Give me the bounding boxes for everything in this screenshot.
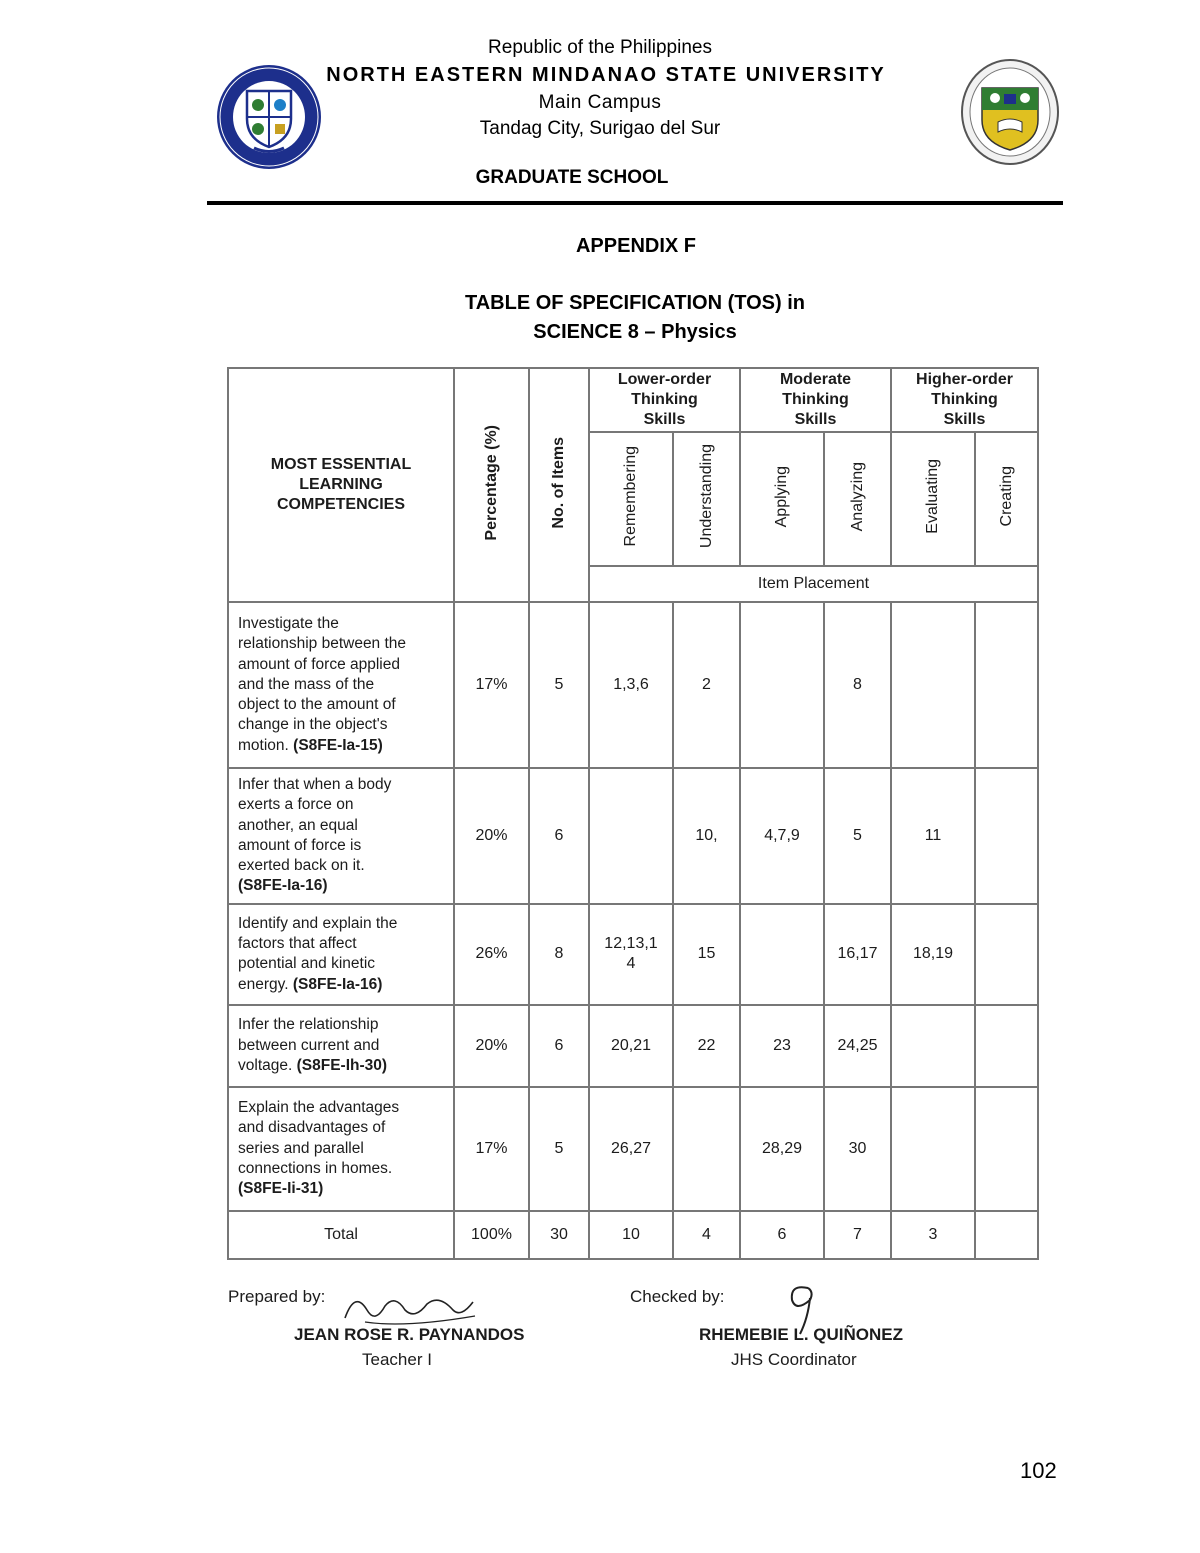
table-row: [228, 904, 1038, 1005]
table-row: [228, 768, 1038, 904]
evaluating-cell: 18,19: [891, 904, 975, 1005]
skill-applying: Applying: [740, 432, 824, 566]
analyzing-cell: 16,17: [824, 904, 891, 1005]
analyzing-cell: 8: [824, 602, 891, 768]
competency-cell: Infer that when a body exerts a force on another, an equal amount of force is exerted back on it. (S8FE-Ia-16): [228, 768, 454, 904]
skill-analyzing: Analyzing: [824, 432, 891, 566]
items-cell: 5: [529, 1087, 589, 1211]
percentage-cell: 20%: [454, 1005, 529, 1087]
total-understanding: 4: [673, 1211, 740, 1259]
items-cell: 8: [529, 904, 589, 1005]
page-number: 102: [1020, 1458, 1057, 1483]
skill-remembering: Remembering: [589, 432, 673, 566]
competency-cell: Explain the advantages and disadvantages of series and parallel connections in homes. (S8FE-Ii-31): [228, 1087, 454, 1211]
title-line-1: TABLE OF SPECIFICATION (TOS) in: [465, 292, 805, 314]
header-percentage: Percentage (%): [454, 368, 529, 602]
prepared-by-label: Prepared by:: [228, 1287, 326, 1306]
percentage-cell: 17%: [454, 602, 529, 768]
competency-cell: Infer the relationship between current and voltage. (S8FE-Ih-30): [228, 1005, 454, 1087]
graduate-school-logo: [960, 58, 1060, 166]
group-higher-order: Higher-order Thinking Skills: [891, 368, 1038, 432]
group-lower-order: Lower-order Thinking Skills: [589, 368, 740, 432]
total-analyzing: 7: [824, 1211, 891, 1259]
campus-text: Main Campus: [538, 92, 662, 113]
items-cell: 6: [529, 768, 589, 904]
header-rule: [207, 201, 1063, 205]
tos-table: [227, 367, 1039, 1260]
remembering-cell: 12,13,14: [589, 904, 673, 1005]
creating-cell: [975, 1087, 1038, 1211]
creating-cell: [975, 768, 1038, 904]
remembering-cell: [589, 768, 673, 904]
total-creating: [975, 1211, 1038, 1259]
checked-by-role: JHS Coordinator: [731, 1350, 857, 1369]
remembering-cell: 1,3,6: [589, 602, 673, 768]
total-applying: 6: [740, 1211, 824, 1259]
percentage-cell: 26%: [454, 904, 529, 1005]
remembering-cell: 20,21: [589, 1005, 673, 1087]
item-placement-header: Item Placement: [589, 566, 1038, 602]
evaluating-cell: [891, 1005, 975, 1087]
title-line-2: SCIENCE 8 – Physics: [533, 321, 737, 343]
table-row: [228, 602, 1038, 768]
total-label: Total: [228, 1211, 454, 1259]
understanding-cell: 2: [673, 602, 740, 768]
checked-by-name: RHEMEBIE L. QUIÑONEZ: [699, 1325, 904, 1344]
appendix-title: APPENDIX F: [575, 235, 697, 257]
analyzing-cell: 24,25: [824, 1005, 891, 1087]
applying-cell: [740, 904, 824, 1005]
header-competencies: MOST ESSENTIAL LEARNING COMPETENCIES: [228, 368, 454, 602]
applying-cell: [740, 602, 824, 768]
understanding-cell: 15: [673, 904, 740, 1005]
understanding-cell: 10,: [673, 768, 740, 904]
checked-by-label: Checked by:: [630, 1287, 725, 1306]
university-name: NORTH EASTERN MINDANAO STATE UNIVERSITY: [326, 64, 886, 86]
total-remembering: 10: [589, 1211, 673, 1259]
creating-cell: [975, 904, 1038, 1005]
total-items: 30: [529, 1211, 589, 1259]
items-cell: 5: [529, 602, 589, 768]
remembering-cell: 26,27: [589, 1087, 673, 1211]
percentage-cell: 17%: [454, 1087, 529, 1211]
applying-cell: 28,29: [740, 1087, 824, 1211]
creating-cell: [975, 1005, 1038, 1087]
competency-cell: Investigate the relationship between the amount of force applied and the mass of the object to the amount of change in the object's motion. (S8FE-Ia-15): [228, 602, 454, 768]
total-evaluating: 3: [891, 1211, 975, 1259]
header-no-of-items: No. of Items: [529, 368, 589, 602]
skill-understanding: Understanding: [673, 432, 740, 566]
prepared-by-name: JEAN ROSE R. PAYNANDOS: [294, 1325, 525, 1344]
evaluating-cell: [891, 1087, 975, 1211]
total-row: [228, 1211, 1038, 1259]
university-seal-logo: [214, 63, 324, 171]
republic-text: Republic of the Philippines: [488, 37, 712, 58]
document-title: [0, 289, 1200, 347]
analyzing-cell: 30: [824, 1087, 891, 1211]
table-row: [228, 1087, 1038, 1211]
table-row: [228, 1005, 1038, 1087]
analyzing-cell: 5: [824, 768, 891, 904]
percentage-cell: 20%: [454, 768, 529, 904]
understanding-cell: [673, 1087, 740, 1211]
understanding-cell: 22: [673, 1005, 740, 1087]
skill-evaluating: Evaluating: [891, 432, 975, 566]
prepared-by-role: Teacher I: [362, 1350, 432, 1369]
items-cell: 6: [529, 1005, 589, 1087]
evaluating-cell: [891, 602, 975, 768]
total-percentage: 100%: [454, 1211, 529, 1259]
school-name: GRADUATE SCHOOL: [475, 167, 669, 188]
skill-creating: Creating: [975, 432, 1038, 566]
applying-cell: 23: [740, 1005, 824, 1087]
applying-cell: 4,7,9: [740, 768, 824, 904]
city-text: Tandag City, Surigao del Sur: [479, 118, 721, 139]
evaluating-cell: 11: [891, 768, 975, 904]
competency-cell: Identify and explain the factors that affect potential and kinetic energy. (S8FE-Ia-16): [228, 904, 454, 1005]
group-moderate: Moderate Thinking Skills: [740, 368, 891, 432]
creating-cell: [975, 602, 1038, 768]
